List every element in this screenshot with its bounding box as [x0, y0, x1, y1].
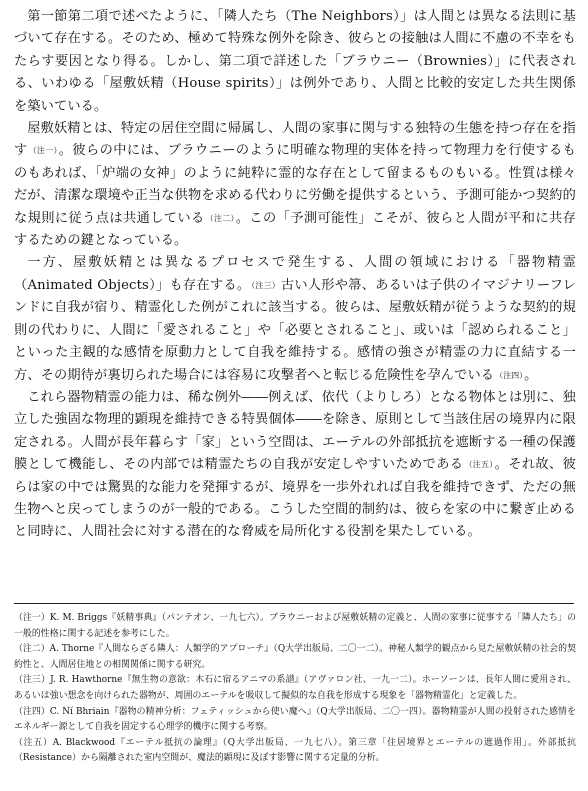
note-ref-1: （注一） — [28, 146, 58, 156]
note-ref-4: （注四） — [495, 370, 524, 380]
footnote-label: （注二） — [14, 644, 50, 655]
paragraph-1 — [14, 6, 576, 118]
footnote-label: （注四） — [14, 706, 50, 717]
footnote-text: C. Ní Bhriain『器物の精神分析：フェティッシュから使い魔へ』（Q大学出版局、二〇一四）。器物精霊が人間の投射された感情をエネルギー源として自我を固定する心理学的機序に関する考察。 — [14, 706, 576, 733]
paragraph-2-text-b: 。彼らの中には、ブラウニーのように明確な物理的実体を持って物理力を行使するものもあれば、「炉端の女神」のように純粋に霊的な存在として留まるものもいる。性質は様々だが、清潔な環境や正当な供物を求める代わりに労働を提供するという、予測可能かつ契約的な規則に従う点は共通している — [14, 143, 577, 226]
paragraph-1-text: 第一節第二項で述べたように、「隣人たち（The Neighbors）」は人間とは異なる法則に基づいて存在する。そのため、極めて特殊な例外を除き、彼らとの接触は人間に不慮の不幸をもたらす要因となり得る。しかし、第二項で詳述した「ブラウニー（Brownies）」に代表される、いわゆる「屋敷妖精（House spirits）」は例外であり、人間と比較的安定した共生関係を築いている。 — [14, 9, 576, 114]
note-ref-2: （注二） — [205, 213, 235, 223]
main-text — [14, 6, 576, 544]
document-page — [14, 6, 576, 544]
paragraph-2-text-c: 。この「予測可能性」こそが、彼らと人間が平和に共存するための鍵となっている。 — [14, 210, 577, 249]
footnote-label: （注三） — [14, 675, 51, 686]
paragraph-2-text-a: 屋敷妖精とは、特定の居住空間に帰属し、人間の家事に関与する独特の生態を持つ存在を指す — [14, 121, 576, 159]
note-ref-3: （注三） — [251, 280, 280, 290]
paragraph-4-text-b: 。それ故、彼らは家の中では驚異的な能力を発揮するが、境界を一歩外れれば自我を維持できず、ただの無生物へと戻ってしまうのが一般的である。こうした空間的制約は、彼らを家の中に繋ぎ止めると同時に、人間社会に対する潜在的な脅威を局所化する役割を果たしている。 — [14, 457, 577, 540]
paragraph-3-text-a: 一方、屋敷妖精とは異なるプロセスで発生する、人間の領域における「器物精霊（Animated Objects）」も存在する。 — [14, 255, 576, 293]
footnote-text: K. M. Briggs『妖精事典』（パンテオン、一九七六）。ブラウニーおよび屋敷妖精の定義と、人間の家事に従事する「隣人たち」の一般的性格に関する記述を参考にした。 — [14, 613, 576, 639]
footnote-text: J. R. Hawthorne『無生物の意欲：木石に宿るアニマの系譜』（アヴァロン社、一九一二）。ホーソーンは、長年人間に愛用され、あるいは強い想念を向けられた器物が、周囲のエーテルを吸収して擬似的な自我を形成する現象を「器物精霊化」と定義した。 — [14, 675, 577, 701]
footnote-1 — [14, 611, 576, 642]
footnote-2 — [14, 642, 576, 673]
footnotes — [14, 611, 576, 767]
footnote-divider — [14, 603, 574, 604]
note-ref-5: （注五） — [464, 460, 494, 470]
footnote-text: A. Blackwood『エーテル抵抗の論理』（Q大学出版局、一九七八）。第三章「住居境界とエーテルの遮過作用」。外部抵抗（Resistance）から隔離された室内空間が、魔法的顕現に及ぼす影響に関する定量的分析。 — [14, 737, 576, 764]
footnote-5 — [14, 736, 576, 767]
footnote-3 — [14, 673, 576, 704]
paragraph-3-text-b: 古い人形や箒、あるいは子供のイマジナリーフレンドに自我が宿り、精霊化した例がこれに該当する。彼らは、屋敷妖精が従うような契約的規則の代わりに、人間に「愛されること」や「必要とされること」、或いは「認められること」といった主観的な感情を原動力として自我を維持する。感情の強さが精霊の力に直結する一方、その期待が裏切られた場合には容易に攻撃者へと転じる危険性を孕んでいる — [14, 277, 576, 383]
footnote-4 — [14, 705, 576, 736]
footnote-label: （注五） — [14, 737, 53, 748]
footnote-text: A. Thorne『人間ならざる隣人：人類学的アプローチ』（Q大学出版局、二〇一二）。神秘人類学的観点から見た屋敷妖精の社会的契約性と、人間居住地との相関関係に関する研究。 — [14, 644, 577, 670]
paragraph-4-text-a: これら器物精霊の能力は、稀な例外――例えば、依代（よりしろ）となる物体とは別に、独立した強固な物理的顕現を維持できる特異個体――を除き、原則として当該住居の境界内に限定される。人間が長年暮らす「家」という空間は、エーテルの外部抵抗を遮断する一種の保護膜として機能し、その内部では精霊たちの自我が安定しやすいためである — [14, 389, 576, 473]
paragraph-3-text-c: 。 — [524, 367, 538, 383]
footnote-label: （注一） — [14, 613, 50, 623]
paragraph-4 — [14, 387, 576, 544]
paragraph-3 — [14, 252, 576, 386]
paragraph-2 — [14, 118, 576, 252]
